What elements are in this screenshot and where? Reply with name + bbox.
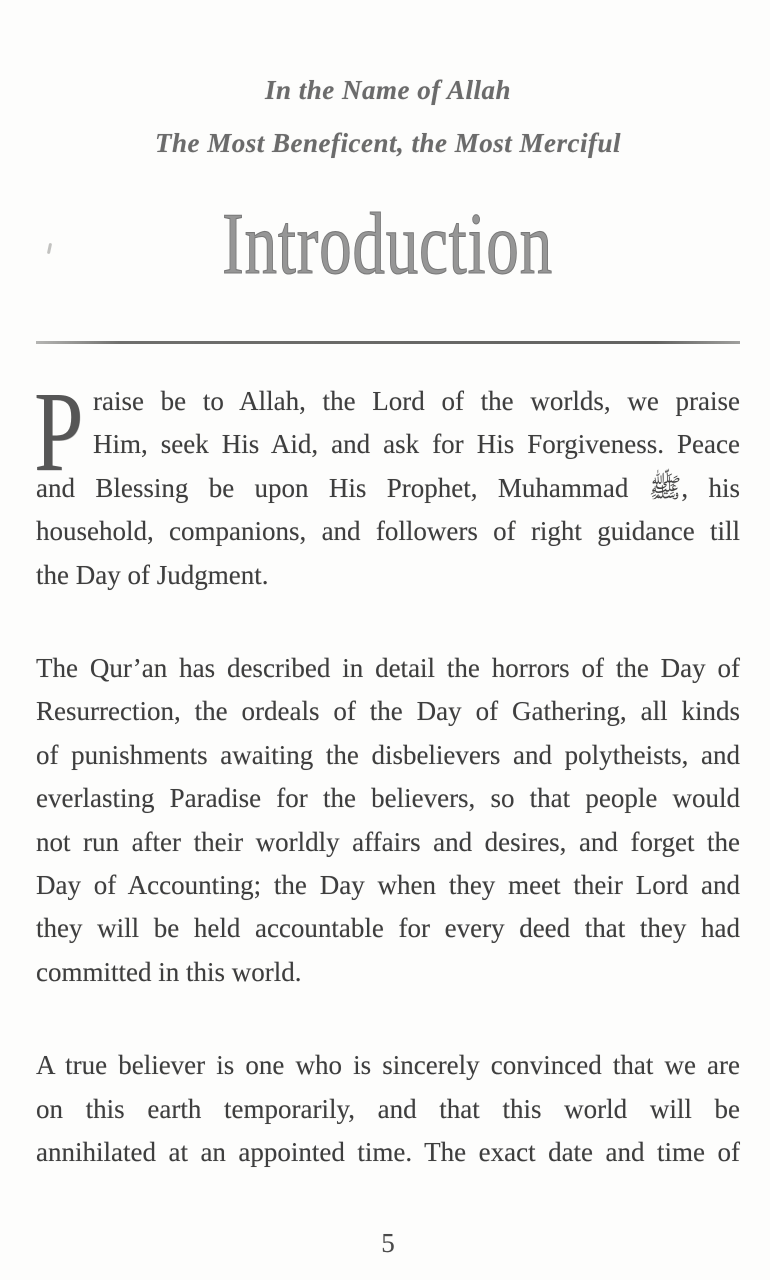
title-rule	[36, 341, 740, 344]
text-line: and Blessing be upon His Prophet, Muhammad ﷺ, his	[36, 472, 740, 503]
bismillah-line-2: The Most Beneficent, the Most Merciful	[155, 128, 621, 158]
paragraph	[36, 647, 740, 994]
text-line: the Day of Judgment.	[36, 559, 269, 590]
paragraph	[36, 1044, 740, 1174]
chapter-title	[36, 196, 740, 308]
drop-cap: P	[34, 368, 84, 495]
bismillah-line-1: In the Name of Allah	[264, 75, 512, 105]
text-line: committed in this world.	[36, 956, 302, 987]
text-line: not run after their worldly affairs and desires, and forget the	[36, 826, 740, 857]
text-line: The Qur’an has described in detail the horrors of the Day of	[36, 653, 740, 684]
text-line: everlasting Paradise for the believers, so that people would	[36, 783, 740, 814]
paragraph	[34, 368, 740, 597]
bismillah	[36, 72, 740, 161]
text-line: raise be to Allah, the Lord of the worlds, we praise	[93, 386, 740, 416]
text-line: Resurrection, the ordeals of the Day of Gathering, all kinds	[36, 696, 740, 727]
text-line: A true believer is one who is sincerely convinced that we are	[36, 1050, 740, 1081]
page-number: 5	[381, 1228, 395, 1258]
text-line: Him, seek His Aid, and ask for His Forgiveness. Peace	[93, 429, 740, 460]
text-line: annihilated at an appointed time. The exact date and time of	[36, 1137, 740, 1168]
text-line: they will be held accountable for every deed that they had	[36, 913, 740, 944]
body-text	[34, 368, 740, 1175]
text-line: Day of Accounting; the Day when they meet their Lord and	[36, 870, 740, 901]
chapter-title-text: Introduction	[222, 196, 554, 293]
text-line: household, companions, and followers of right guidance till	[36, 516, 740, 547]
text-line: of punishments awaiting the disbelievers and polytheists, and	[36, 739, 740, 770]
text-line: on this earth temporarily, and that this world will be	[36, 1093, 740, 1124]
